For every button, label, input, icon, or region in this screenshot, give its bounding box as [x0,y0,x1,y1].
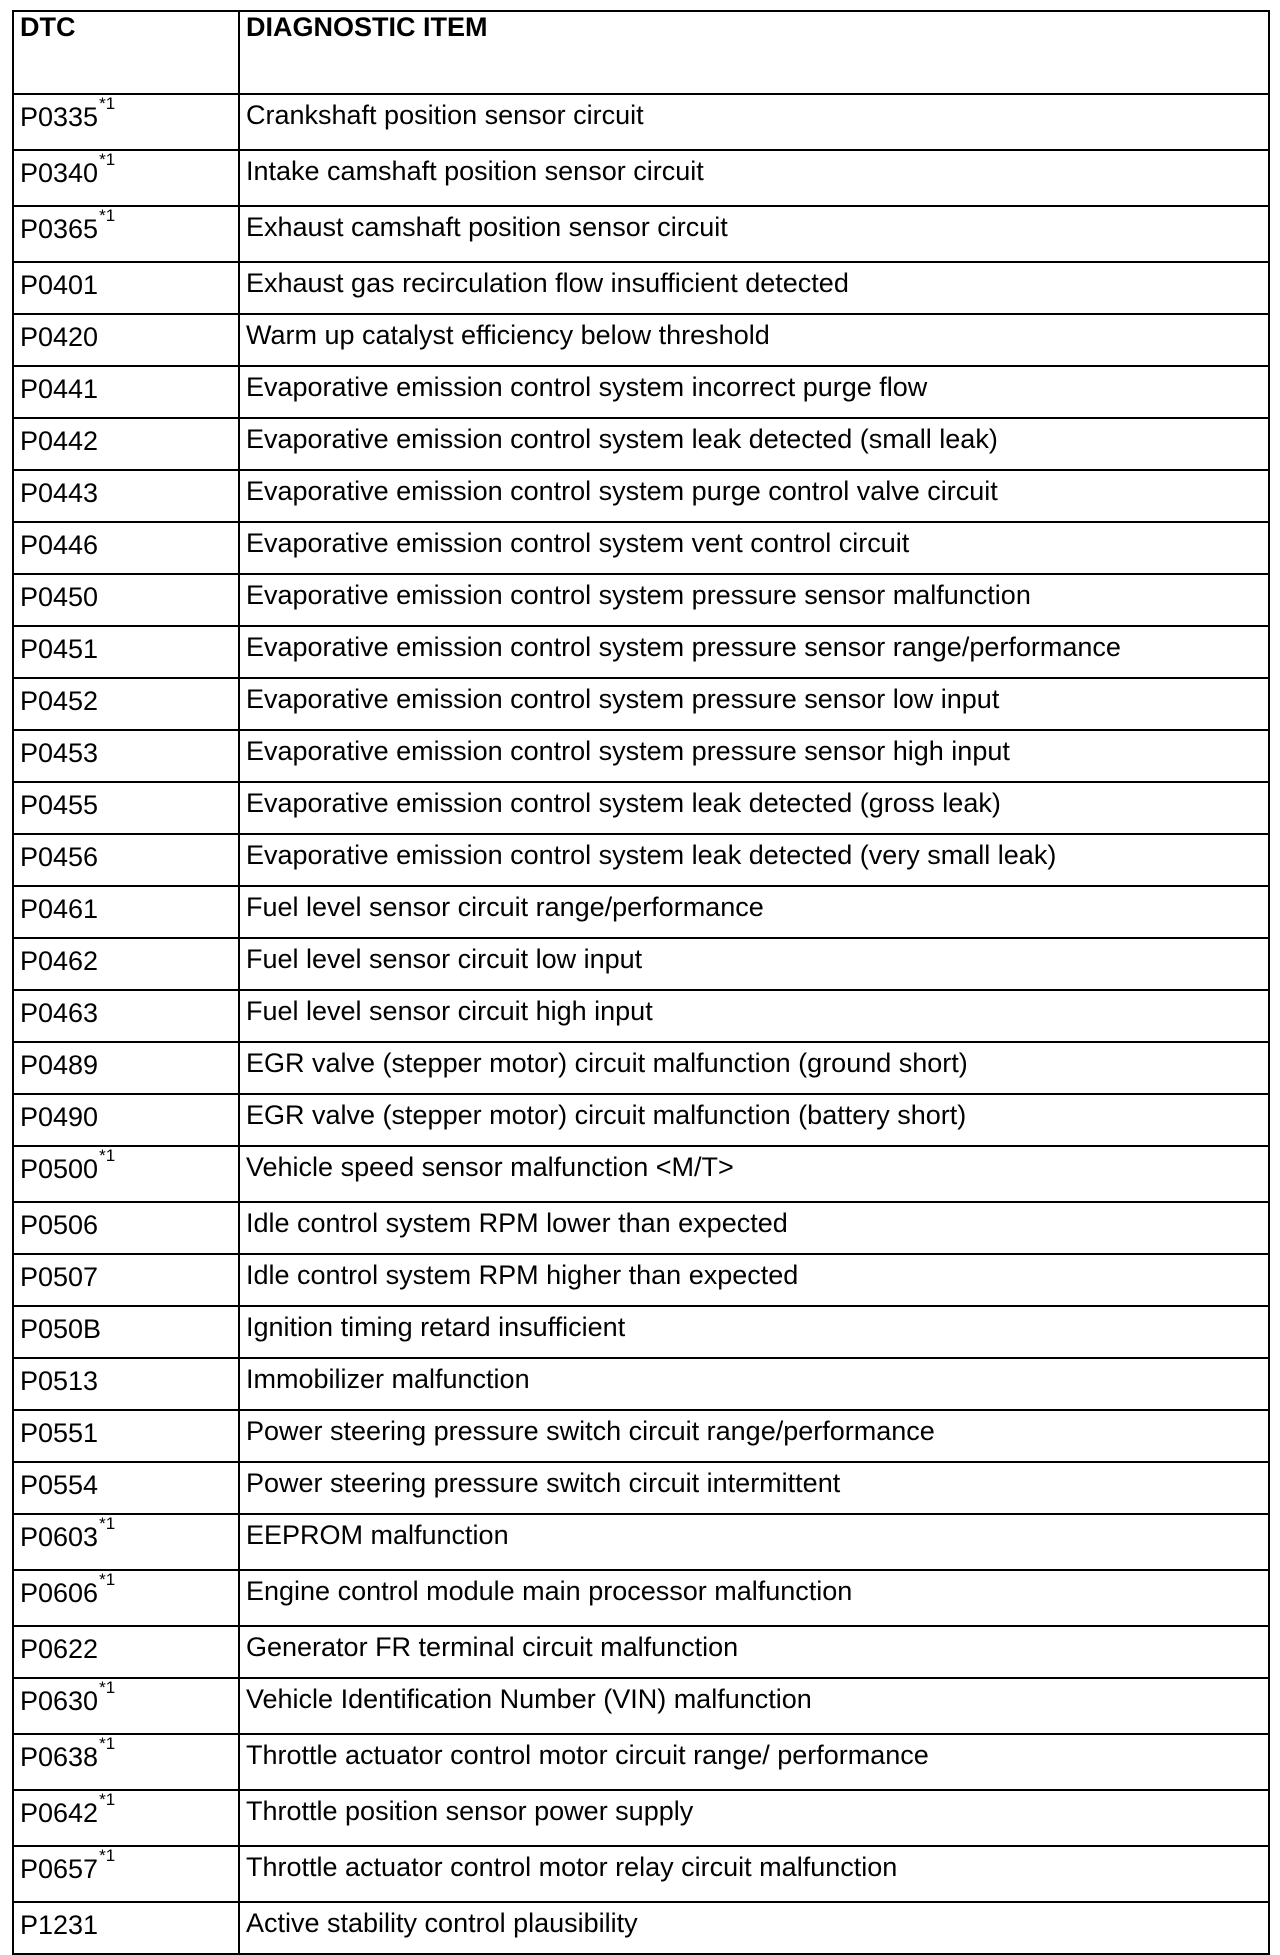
dtc-code-cell [13,1846,239,1902]
table-header-row [13,11,1269,94]
dtc-code-cell [13,418,239,470]
diagnostic-item-text: Evaporative emission control system pressure sensor high input [246,736,1010,766]
table-row [13,678,1269,730]
diagnostic-item-cell [239,626,1269,678]
table-row [13,1202,1269,1254]
diagnostic-item-text: Idle control system RPM higher than expected [246,1260,799,1290]
table-row [13,1094,1269,1146]
dtc-code-cell [13,522,239,574]
diagnostic-item-cell [239,1410,1269,1462]
footnote-marker: *1 [99,1790,116,1809]
diagnostic-item-text: Vehicle speed sensor malfunction <M/T> [246,1152,734,1182]
diagnostic-item-text: Warm up catalyst efficiency below threshold [246,320,770,350]
dtc-code-cell [13,470,239,522]
dtc-code: P0453 [20,738,99,768]
dtc-code: P050B [20,1314,102,1344]
diagnostic-item-text: Fuel level sensor circuit low input [246,944,643,974]
table-row [13,1462,1269,1514]
diagnostic-item-text: EEPROM malfunction [246,1520,509,1550]
diagnostic-item-cell [239,782,1269,834]
table-row [13,782,1269,834]
header-diagnostic-item: DIAGNOSTIC ITEM [239,11,1269,94]
table-row [13,834,1269,886]
dtc-code-cell [13,1094,239,1146]
dtc-code: P0506 [20,1210,99,1240]
dtc-code-cell [13,314,239,366]
footnote-marker: *1 [99,94,116,113]
diagnostic-item-cell [239,1306,1269,1358]
dtc-code: P0463 [20,998,99,1028]
table-row [13,1846,1269,1902]
dtc-code: P0490 [20,1102,99,1132]
table-row [13,1734,1269,1790]
diagnostic-item-cell [239,1254,1269,1306]
table-row [13,206,1269,262]
diagnostic-item-cell [239,1734,1269,1790]
table-row [13,1514,1269,1570]
diagnostic-item-text: EGR valve (stepper motor) circuit malfunction (ground short) [246,1048,968,1078]
dtc-code: P0455 [20,790,99,820]
dtc-code: P0461 [20,894,99,924]
dtc-code: P0451 [20,634,99,664]
diagnostic-item-cell [239,1902,1269,1954]
table-row [13,1306,1269,1358]
dtc-code-cell [13,990,239,1042]
diagnostic-item-text: Crankshaft position sensor circuit [246,100,644,130]
table-row [13,886,1269,938]
diagnostic-item-text: Fuel level sensor circuit range/performance [246,892,764,922]
table-row [13,990,1269,1042]
diagnostic-item-text: Evaporative emission control system leak detected (small leak) [246,424,998,454]
dtc-code-cell [13,1514,239,1570]
diagnostic-item-cell [239,94,1269,150]
dtc-code-cell [13,1358,239,1410]
diagnostic-item-cell [239,1626,1269,1678]
dtc-code: P0441 [20,374,99,404]
dtc-code: P0462 [20,946,99,976]
diagnostic-item-text: Evaporative emission control system pressure sensor range/performance [246,632,1121,662]
dtc-code-cell [13,206,239,262]
table-row [13,574,1269,626]
dtc-code: P0443 [20,478,99,508]
diagnostic-item-cell [239,678,1269,730]
dtc-code: P0442 [20,426,99,456]
dtc-code-cell [13,1254,239,1306]
diagnostic-item-cell [239,1514,1269,1570]
dtc-code-cell [13,1902,239,1954]
table-row [13,1902,1269,1954]
dtc-code-cell [13,1626,239,1678]
dtc-code-cell [13,574,239,626]
dtc-code-cell [13,1042,239,1094]
table-row [13,1042,1269,1094]
dtc-code: P0603 [20,1522,99,1552]
table-row [13,730,1269,782]
footnote-marker: *1 [99,1514,116,1533]
dtc-code: P0642 [20,1798,99,1828]
diagnostic-item-cell [239,730,1269,782]
diagnostic-item-cell [239,574,1269,626]
dtc-code: P0401 [20,270,99,300]
diagnostic-item-cell [239,1790,1269,1846]
diagnostic-item-cell [239,262,1269,314]
dtc-code-cell [13,262,239,314]
diagnostic-item-text: Generator FR terminal circuit malfunction [246,1632,739,1662]
dtc-code: P0554 [20,1470,99,1500]
dtc-code-cell [13,1678,239,1734]
diagnostic-item-cell [239,1042,1269,1094]
dtc-code-cell [13,1202,239,1254]
table-row [13,1410,1269,1462]
dtc-code: P0489 [20,1050,99,1080]
diagnostic-item-text: Exhaust gas recirculation flow insufficient detected [246,268,849,298]
table-row [13,314,1269,366]
table-row [13,1790,1269,1846]
diagnostic-item-text: Ignition timing retard insufficient [246,1312,626,1342]
table-row [13,938,1269,990]
dtc-code-cell [13,1734,239,1790]
footnote-marker: *1 [99,1678,116,1697]
diagnostic-item-text: Immobilizer malfunction [246,1364,530,1394]
diagnostic-item-cell [239,314,1269,366]
dtc-code-cell [13,1410,239,1462]
diagnostic-item-text: Power steering pressure switch circuit intermittent [246,1468,841,1498]
table-row [13,1254,1269,1306]
diagnostic-item-text: Evaporative emission control system pressure sensor malfunction [246,580,1031,610]
table-row [13,470,1269,522]
diagnostic-item-cell [239,1358,1269,1410]
dtc-table [12,10,1270,1955]
diagnostic-item-cell [239,522,1269,574]
footnote-marker: *1 [99,1146,116,1165]
table-row [13,1678,1269,1734]
dtc-code: P0452 [20,686,99,716]
table-row [13,1570,1269,1626]
dtc-code: P0630 [20,1686,99,1716]
diagnostic-item-cell [239,1094,1269,1146]
diagnostic-item-cell [239,1146,1269,1202]
table-row [13,418,1269,470]
diagnostic-item-text: Engine control module main processor malfunction [246,1576,853,1606]
dtc-code-cell [13,150,239,206]
dtc-code: P0450 [20,582,99,612]
dtc-code-cell [13,730,239,782]
diagnostic-item-cell [239,834,1269,886]
diagnostic-item-cell [239,418,1269,470]
dtc-code: P0456 [20,842,99,872]
footnote-marker: *1 [99,206,116,225]
footnote-marker: *1 [99,1846,116,1865]
dtc-code: P0340 [20,158,99,188]
diagnostic-item-text: Throttle position sensor power supply [246,1796,694,1826]
dtc-code-cell [13,626,239,678]
footnote-marker: *1 [99,1570,116,1589]
diagnostic-item-cell [239,886,1269,938]
diagnostic-item-text: Evaporative emission control system purge control valve circuit [246,476,998,506]
footnote-marker: *1 [99,1734,116,1753]
dtc-code-cell [13,938,239,990]
diagnostic-item-text: Exhaust camshaft position sensor circuit [246,212,728,242]
dtc-code-cell [13,886,239,938]
diagnostic-item-cell [239,1462,1269,1514]
dtc-code-cell [13,782,239,834]
diagnostic-item-text: Evaporative emission control system vent control circuit [246,528,910,558]
table-row [13,522,1269,574]
table-row [13,1626,1269,1678]
table-row [13,1358,1269,1410]
dtc-code: P1231 [20,1910,99,1940]
diagnostic-item-text: EGR valve (stepper motor) circuit malfunction (battery short) [246,1100,967,1130]
diagnostic-item-cell [239,366,1269,418]
dtc-code-cell [13,94,239,150]
dtc-code: P0606 [20,1578,99,1608]
diagnostic-item-text: Evaporative emission control system pressure sensor low input [246,684,1000,714]
table-row [13,366,1269,418]
footnote-marker: *1 [99,150,116,169]
dtc-code-cell [13,1306,239,1358]
table-row [13,1146,1269,1202]
diagnostic-item-text: Evaporative emission control system leak detected (very small leak) [246,840,1057,870]
dtc-code: P0507 [20,1262,99,1292]
dtc-code-cell [13,366,239,418]
diagnostic-item-cell [239,1570,1269,1626]
diagnostic-item-text: Throttle actuator control motor circuit range/ performance [246,1740,929,1770]
diagnostic-item-text: Power steering pressure switch circuit range/performance [246,1416,935,1446]
table-body [13,94,1269,1954]
table-row [13,94,1269,150]
dtc-code-cell [13,1570,239,1626]
dtc-code: P0638 [20,1742,99,1772]
dtc-code-cell [13,1790,239,1846]
table-row [13,626,1269,678]
dtc-code-cell [13,834,239,886]
diagnostic-item-cell [239,938,1269,990]
dtc-code: P0622 [20,1634,99,1664]
diagnostic-item-text: Evaporative emission control system incorrect purge flow [246,372,928,402]
diagnostic-item-text: Throttle actuator control motor relay circuit malfunction [246,1852,898,1882]
diagnostic-item-text: Intake camshaft position sensor circuit [246,156,704,186]
dtc-code: P0513 [20,1366,99,1396]
diagnostic-item-text: Idle control system RPM lower than expected [246,1208,788,1238]
diagnostic-item-cell [239,150,1269,206]
diagnostic-item-cell [239,1202,1269,1254]
dtc-code: P0335 [20,102,99,132]
dtc-code: P0657 [20,1854,99,1884]
diagnostic-item-text: Fuel level sensor circuit high input [246,996,653,1026]
dtc-code-cell [13,678,239,730]
dtc-code: P0365 [20,214,99,244]
dtc-code: P0500 [20,1154,99,1184]
dtc-code: P0446 [20,530,99,560]
dtc-code-cell [13,1462,239,1514]
diagnostic-item-cell [239,470,1269,522]
header-dtc: DTC [13,11,239,94]
diagnostic-item-text: Evaporative emission control system leak detected (gross leak) [246,788,1001,818]
table-row [13,150,1269,206]
diagnostic-item-text: Vehicle Identification Number (VIN) malfunction [246,1684,812,1714]
dtc-code: P0420 [20,322,99,352]
diagnostic-item-cell [239,1846,1269,1902]
diagnostic-item-cell [239,1678,1269,1734]
table-row [13,262,1269,314]
diagnostic-item-cell [239,990,1269,1042]
dtc-code: P0551 [20,1418,99,1448]
dtc-code-cell [13,1146,239,1202]
diagnostic-item-cell [239,206,1269,262]
diagnostic-item-text: Active stability control plausibility [246,1908,638,1938]
